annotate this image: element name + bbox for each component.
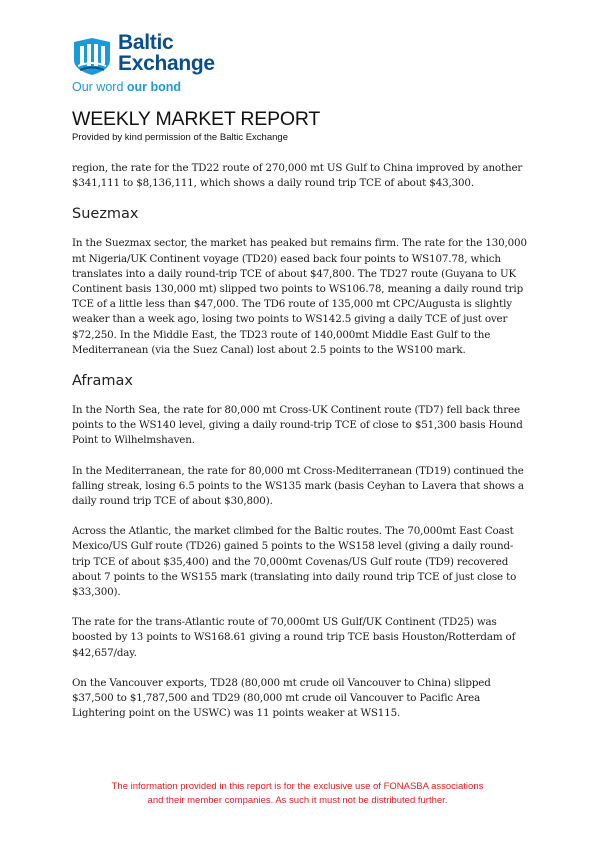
logo-tagline <box>72 80 181 94</box>
aframax-paragraph-5: On the Vancouver exports, TD28 (80,000 mt crude oil Vancouver to China) slipped $37,500 to $1,787,500 and TD29 (80,000 mt crude oil Vancouver to Pacific Area Lightering point on the USWC) was 11 points weaker at WS115. <box>72 676 491 720</box>
disclaimer-line-1: The information provided in this report is for the exclusive use of FONASBA associations <box>111 781 484 792</box>
report-title: WEEKLY MARKET REPORT <box>72 108 321 130</box>
aframax-heading: Aframax <box>72 373 133 390</box>
report-body <box>72 161 527 736</box>
tagline-start: Our word <box>72 80 127 94</box>
baltic-exchange-emblem-icon <box>72 36 112 76</box>
aframax-paragraph-2: In the Mediterranean, the rate for 80,000 mt Cross-Mediterranean (TD19) continued the falling streak, losing 6.5 points to the WS135 mark (basis Ceyhan to Lavera that shows a daily round trip TCE of about $30,800). <box>72 464 524 508</box>
aframax-paragraph-4: The rate for the trans-Atlantic route of 70,000mt US Gulf/UK Continent (TD25) was boosted by 13 points to WS168.61 giving a round trip TCE basis Houston/Rotterdam of $42,657/day. <box>72 616 516 659</box>
logo-wordmark <box>118 32 215 74</box>
aframax-paragraph-1: In the North Sea, the rate for 80,000 mt Cross-UK Continent route (TD7) fell back three points to the WS140 level, giving a daily round-trip TCE of close to $51,300 basis Hound Point to Wilhelmshaven. <box>72 404 523 447</box>
suezmax-paragraph: In the Suezmax sector, the market has peaked but remains firm. The rate for the 130,000 mt Nigeria/UK Continent voyage (TD20) eased back four points to WS107.78, which translates into a daily round-trip TCE of about $47,800. The TD27 route (Guyana to UK Continent basis 130,000 mt) slipped two points to WS106.78, meaning a daily round trip TCE of a little less than $47,000. The TD6 route of 135,000 mt CPC/Augusta is slightly weaker than a week ago, losing two points to WS142.5 giving a daily TCE of just over $72,250. In the Middle East, the TD23 route of 140,000mt Middle East Gulf to the Mediterranean (via the Suez Canal) lost about 2.5 points to the WS100 mark. <box>72 237 527 356</box>
logo-line-1: Baltic <box>118 31 174 54</box>
intro-paragraph: region, the rate for the TD22 route of 270,000 mt US Gulf to China improved by another $341,111 to $8,136,111, which shows a daily round trip TCE of about $43,300. <box>72 162 523 190</box>
tagline-bold: our bond <box>126 80 182 94</box>
suezmax-heading: Suezmax <box>72 206 139 223</box>
logo-line-2: Exchange <box>118 52 215 75</box>
disclaimer-line-2: and their member companies. As such it must not be distributed further. <box>147 795 448 806</box>
aframax-paragraph-3: Across the Atlantic, the market climbed for the Baltic routes. The 70,000mt East Coast Mexico/US Gulf route (TD26) gained 5 points to the WS158 level (giving a daily round-trip TCE of about $35,400) and the 70,000mt Covenas/US Gulf route (TD9) recovered about 7 points to the WS155 mark (translating into daily round trip TCE of just close to $33,300). <box>72 525 517 599</box>
report-subtitle: Provided by kind permission of the Baltic Exchange <box>72 132 288 143</box>
baltic-exchange-logo <box>72 32 262 94</box>
disclaimer-footer <box>72 780 523 808</box>
